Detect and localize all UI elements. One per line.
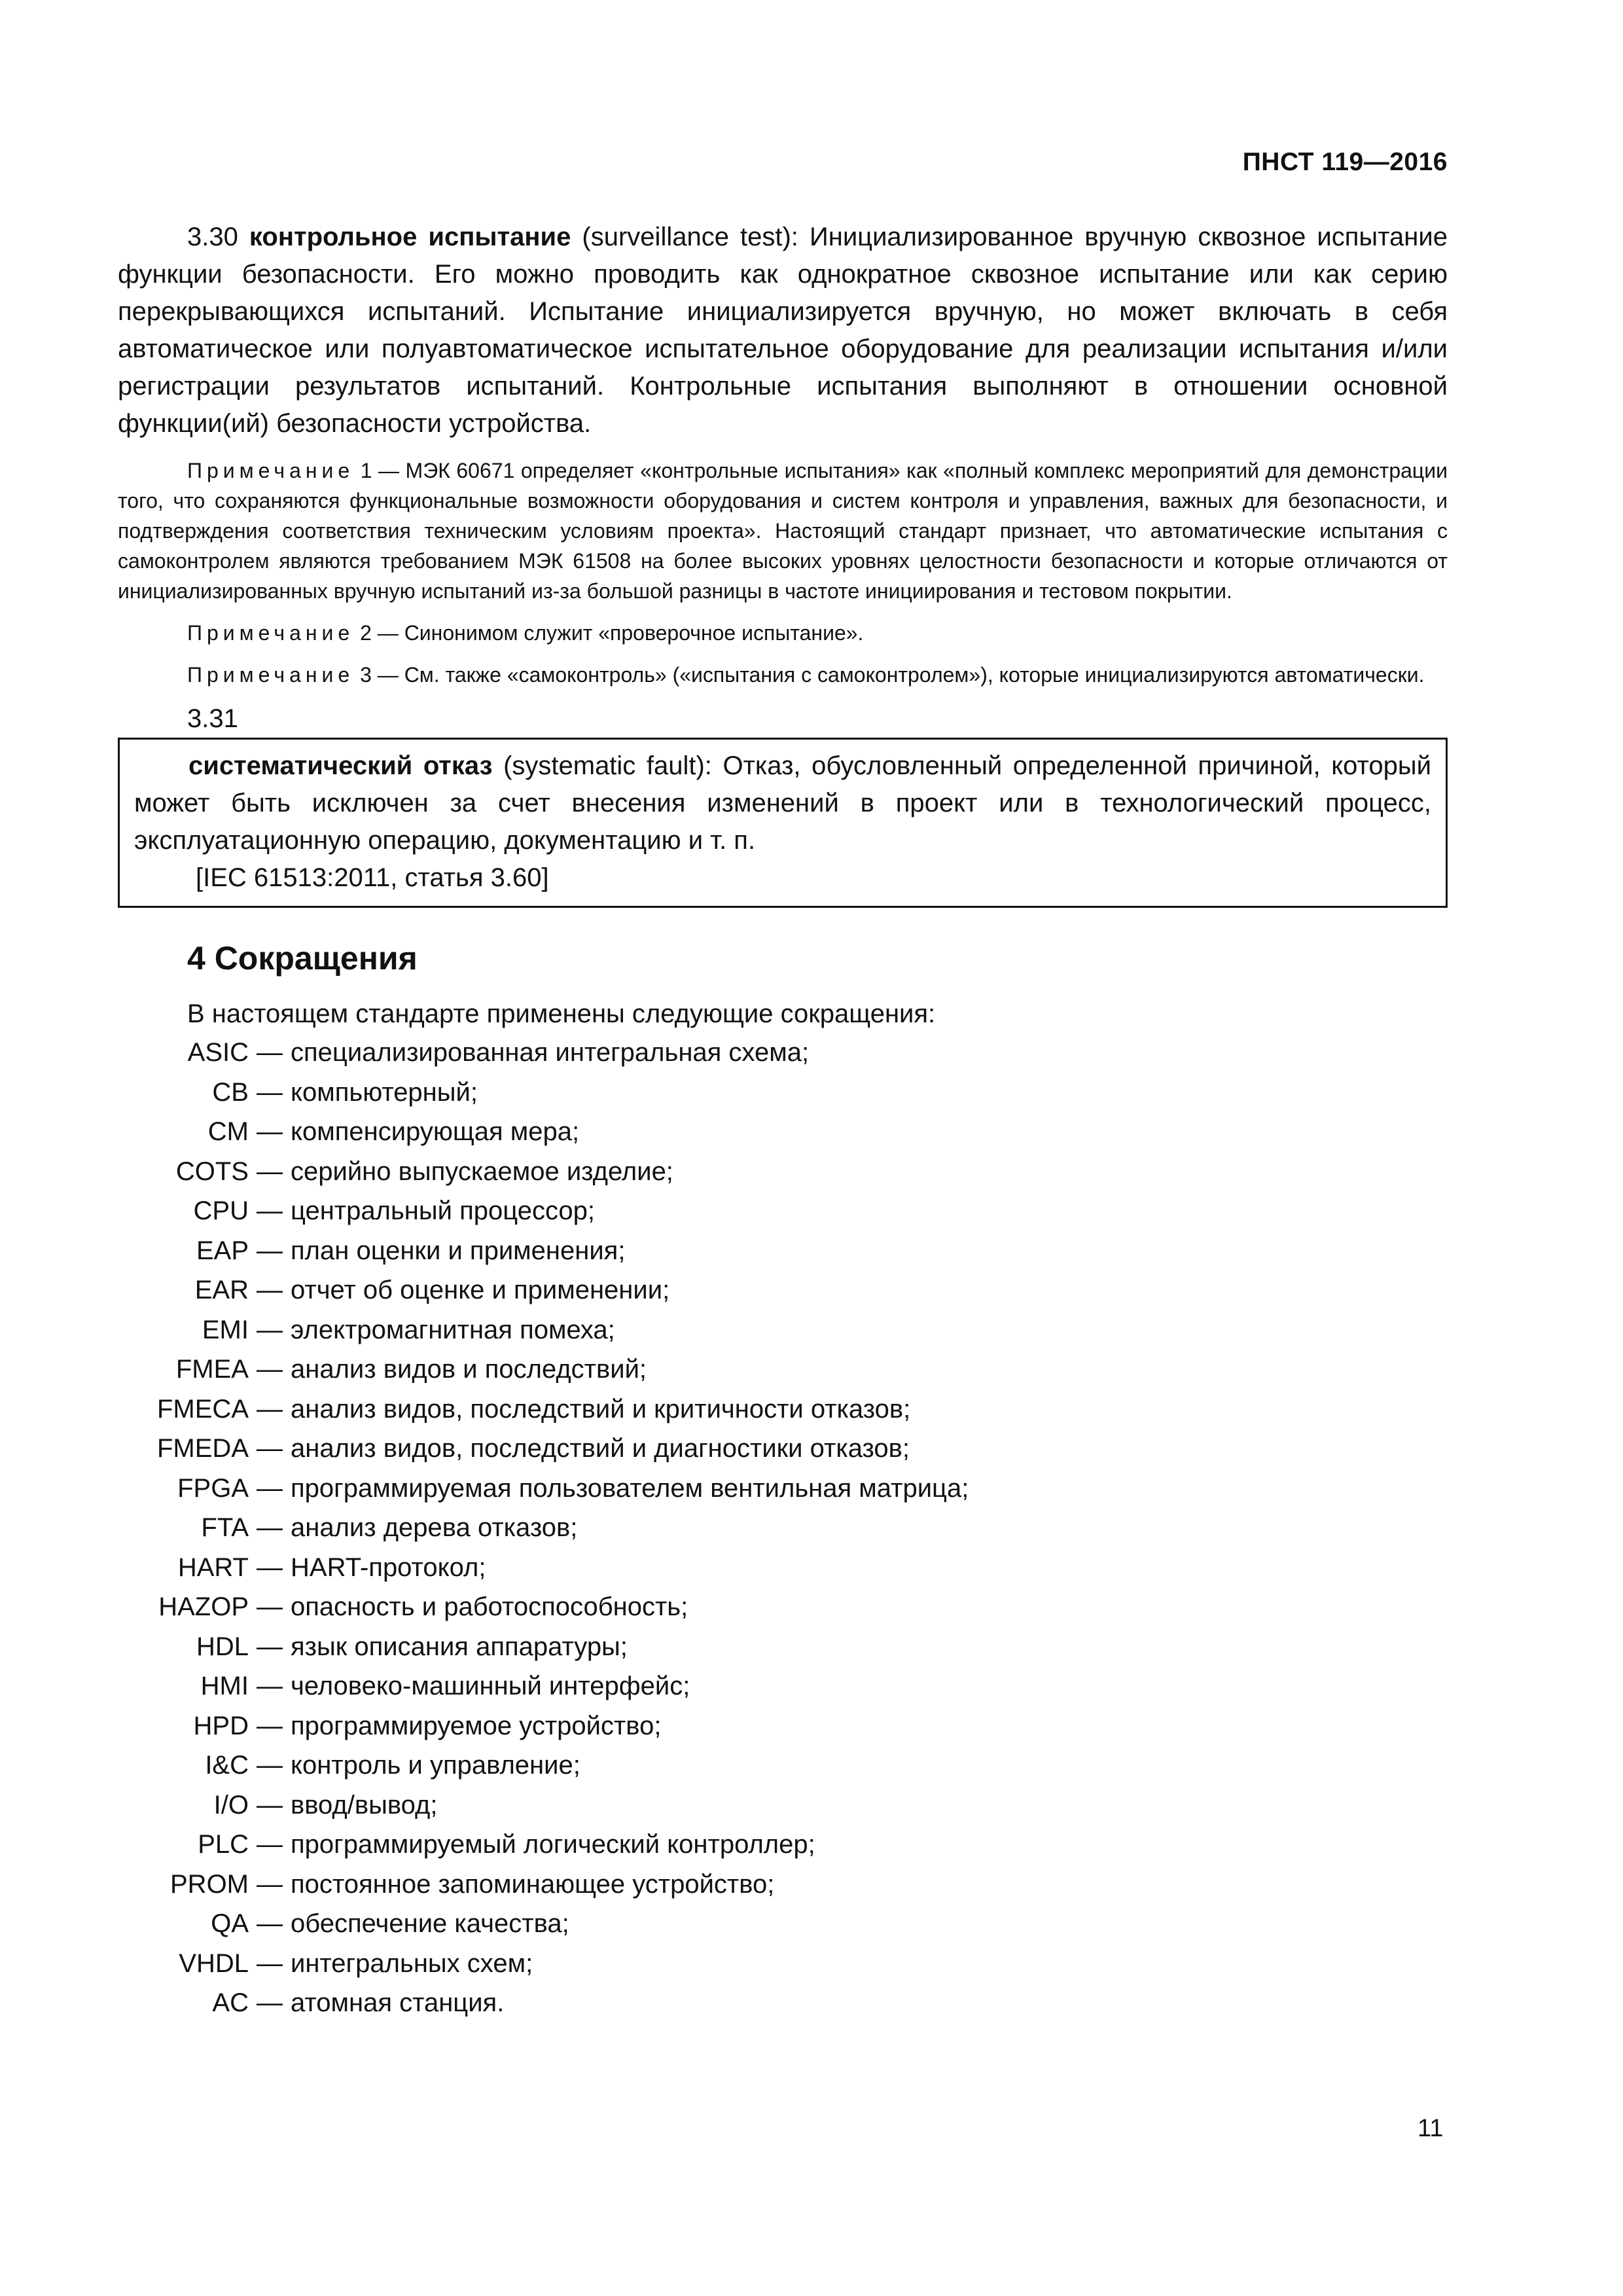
- abbreviation-row: [118, 1350, 1448, 1390]
- note-text: 1 — МЭК 60671 определяет «контрольные испытания» как «полный комплекс мероприятий для демонстрации того, что сохраняются функциональные возможности оборудования и систем контроля и управления, важных для безопасности, и подтверждения соответствия техническим условиям проекта». Настоящий стандарт признает, что автоматические испытания с самоконтролем являются требованием МЭК 61508 на более высоких уровнях целостности безопасности и которые отличаются от инициализированных вручную испытаний из-за большой разницы в частоте инициирования и тестовом покрытии.: [118, 459, 1448, 603]
- abbreviation-code: VHDL: [179, 1948, 249, 1978]
- abbreviation-meaning: анализ дерева отказов;: [291, 1513, 578, 1542]
- abbreviation-code: FMEDA: [157, 1434, 249, 1463]
- abbreviation-row: [118, 1033, 1448, 1073]
- abbreviation-code: QA: [211, 1909, 249, 1938]
- abbreviation-meaning: программируемая пользователем вентильная матрица;: [291, 1473, 969, 1503]
- abbreviation-meaning: атомная станция.: [291, 1988, 505, 2017]
- abbreviation-code: HPD: [193, 1711, 249, 1740]
- abbreviation-row: [118, 1944, 1448, 1984]
- abbreviation-code: I/O: [213, 1790, 249, 1820]
- definition-text: Инициализированное вручную сквозное испытание функции безопасности. Его можно проводить как однократное сквозное испытание или как серию перекрывающихся испытаний. Испытание инициализируется вручную, но может включать в себя автоматическое или полуавтоматическое испытательное оборудование для реализации испытания и/или регистрации результатов испытаний. Контрольные испытания выполняют в отношении основной функции(ий) безопасности устройства.: [118, 223, 1448, 438]
- definition-english-term: (surveillance test):: [582, 223, 798, 251]
- abbreviation-dash: —: [257, 1434, 283, 1463]
- definition-number-3-31: 3.31: [187, 704, 238, 733]
- abbreviation-row: [118, 1270, 1448, 1310]
- abbreviation-row: [118, 1429, 1448, 1469]
- page-content: [118, 219, 1448, 2023]
- abbreviation-meaning: компьютерный;: [291, 1077, 478, 1107]
- abbreviation-row: [118, 1865, 1448, 1905]
- abbreviation-meaning: обеспечение качества;: [291, 1909, 569, 1938]
- abbreviation-code: CPU: [193, 1196, 249, 1225]
- abbreviation-dash: —: [257, 1592, 283, 1621]
- abbreviation-dash: —: [257, 1869, 283, 1899]
- abbreviation-dash: —: [257, 1394, 283, 1424]
- page-number: 11: [1418, 2115, 1444, 2142]
- abbreviation-meaning: программируемое устройство;: [291, 1711, 662, 1740]
- abbreviation-row: [118, 1310, 1448, 1350]
- abbreviation-dash: —: [257, 1988, 283, 2017]
- abbreviation-row: [118, 1469, 1448, 1509]
- abbreviation-code: FMEA: [175, 1355, 249, 1384]
- abbreviation-code: PLC: [198, 1830, 249, 1859]
- abbreviation-row: [118, 1627, 1448, 1667]
- definition-3-31: [134, 747, 1431, 859]
- definition-3-30: [118, 219, 1448, 442]
- abbreviation-meaning: HART-протокол;: [291, 1552, 486, 1582]
- abbreviation-code: ASIC: [187, 1038, 249, 1067]
- abbreviation-row: [118, 1152, 1448, 1192]
- abbreviation-row: [118, 1390, 1448, 1429]
- abbreviation-dash: —: [257, 1315, 283, 1344]
- abbreviation-dash: —: [257, 1711, 283, 1740]
- abbreviation-row: [118, 1231, 1448, 1271]
- abbreviation-code: HART: [177, 1552, 249, 1582]
- note-label: Примечание: [187, 663, 355, 687]
- abbreviation-dash: —: [257, 1830, 283, 1859]
- abbreviation-code: EAP: [196, 1236, 249, 1265]
- abbreviation-dash: —: [257, 1909, 283, 1938]
- note-label: Примечание: [187, 459, 355, 482]
- definition-term: систематический отказ: [188, 751, 493, 780]
- abbreviation-row: [118, 1191, 1448, 1231]
- abbreviation-code: FPGA: [177, 1473, 249, 1503]
- abbreviation-meaning: интегральных схем;: [291, 1948, 533, 1978]
- abbreviation-row: [118, 1785, 1448, 1825]
- section-intro: В настоящем стандарте применены следующие сокращения:: [187, 999, 936, 1028]
- definition-english-term: (systematic fault):: [503, 751, 712, 780]
- note-1: [118, 456, 1448, 606]
- abbreviation-meaning: анализ видов и последствий;: [291, 1355, 647, 1384]
- abbreviation-dash: —: [257, 1751, 283, 1780]
- abbreviation-meaning: специализированная интегральная схема;: [291, 1038, 810, 1067]
- abbreviation-dash: —: [257, 1513, 283, 1542]
- abbreviation-meaning: программируемый логический контроллер;: [291, 1830, 815, 1859]
- abbreviation-code: EMI: [202, 1315, 249, 1344]
- definition-term: контрольное испытание: [249, 223, 571, 251]
- abbreviation-row: [118, 1587, 1448, 1627]
- note-label: Примечание: [187, 621, 355, 645]
- abbreviation-dash: —: [257, 1077, 283, 1107]
- abbreviation-dash: —: [257, 1236, 283, 1265]
- abbreviation-meaning: опасность и работоспособность;: [291, 1592, 688, 1621]
- abbreviation-row: [118, 1706, 1448, 1746]
- section-title: 4 Сокращения: [187, 940, 418, 977]
- abbreviation-row: [118, 1508, 1448, 1548]
- abbreviation-dash: —: [257, 1196, 283, 1225]
- abbreviation-row: [118, 1112, 1448, 1152]
- abbreviation-row: [118, 1548, 1448, 1588]
- definition-3-31-box: [118, 738, 1448, 908]
- abbreviation-code: CM: [207, 1117, 249, 1146]
- abbreviation-dash: —: [257, 1948, 283, 1978]
- abbreviation-meaning: серийно выпускаемое изделие;: [291, 1157, 673, 1186]
- note-text: 3 — См. также «самоконтроль» («испытания с самоконтролем»), которые инициализируются автоматически.: [360, 663, 1425, 687]
- abbreviation-code: EAR: [194, 1276, 249, 1304]
- abbreviation-meaning: контроль и управление;: [291, 1751, 580, 1780]
- abbreviation-code: FMECA: [157, 1394, 249, 1424]
- abbreviation-code: AC: [212, 1988, 249, 2017]
- abbreviation-row: [118, 1073, 1448, 1113]
- abbreviation-dash: —: [257, 1552, 283, 1582]
- abbreviation-meaning: анализ видов, последствий и критичности отказов;: [291, 1394, 911, 1424]
- abbreviation-code: COTS: [175, 1157, 249, 1186]
- abbreviation-code: I&C: [205, 1751, 249, 1780]
- note-3: [118, 660, 1448, 690]
- abbreviation-dash: —: [257, 1632, 283, 1661]
- abbreviation-code: HDL: [196, 1632, 249, 1661]
- abbreviation-list: [118, 1033, 1448, 2023]
- abbreviation-row: [118, 1983, 1448, 2023]
- abbreviation-code: FTA: [201, 1513, 249, 1542]
- note-2: [118, 618, 1448, 648]
- abbreviation-code: CB: [212, 1077, 249, 1107]
- abbreviation-row: [118, 1746, 1448, 1785]
- abbreviation-meaning: человеко-машинный интерфейс;: [291, 1672, 690, 1700]
- abbreviation-dash: —: [257, 1157, 283, 1186]
- abbreviation-code: HMI: [200, 1672, 249, 1700]
- abbreviation-dash: —: [257, 1473, 283, 1503]
- abbreviation-meaning: постоянное запоминающее устройство;: [291, 1869, 775, 1899]
- abbreviation-meaning: электромагнитная помеха;: [291, 1315, 615, 1344]
- abbreviation-dash: —: [257, 1355, 283, 1384]
- definition-text: Отказ, обусловленный определенной причиной, который может быть исключен за счет внесения изменений в проект или в технологический процесс, эксплуатационную операцию, документацию и т. п.: [134, 751, 1431, 855]
- abbreviation-dash: —: [257, 1790, 283, 1820]
- abbreviation-meaning: компенсирующая мера;: [291, 1117, 580, 1146]
- abbreviation-row: [118, 1904, 1448, 1944]
- abbreviation-meaning: язык описания аппаратуры;: [291, 1632, 628, 1661]
- abbreviation-meaning: отчет об оценке и применении;: [291, 1276, 670, 1304]
- abbreviation-meaning: анализ видов, последствий и диагностики отказов;: [291, 1434, 910, 1463]
- note-text: 2 — Синонимом служит «проверочное испытание».: [360, 621, 864, 645]
- abbreviation-meaning: план оценки и применения;: [291, 1236, 626, 1265]
- abbreviation-row: [118, 1825, 1448, 1865]
- abbreviation-dash: —: [257, 1117, 283, 1146]
- abbreviation-code: PROM: [170, 1869, 249, 1899]
- abbreviation-dash: —: [257, 1276, 283, 1304]
- abbreviation-row: [118, 1666, 1448, 1706]
- document-id: ПНСТ 119—2016: [1242, 148, 1448, 176]
- abbreviation-code: HAZOP: [158, 1592, 249, 1621]
- definition-number: 3.30: [187, 223, 238, 251]
- definition-reference: [IEC 61513:2011, статья 3.60]: [196, 863, 549, 892]
- abbreviation-dash: —: [257, 1672, 283, 1700]
- abbreviation-meaning: центральный процессор;: [291, 1196, 595, 1225]
- abbreviation-meaning: ввод/вывод;: [291, 1790, 438, 1820]
- abbreviation-dash: —: [257, 1038, 283, 1067]
